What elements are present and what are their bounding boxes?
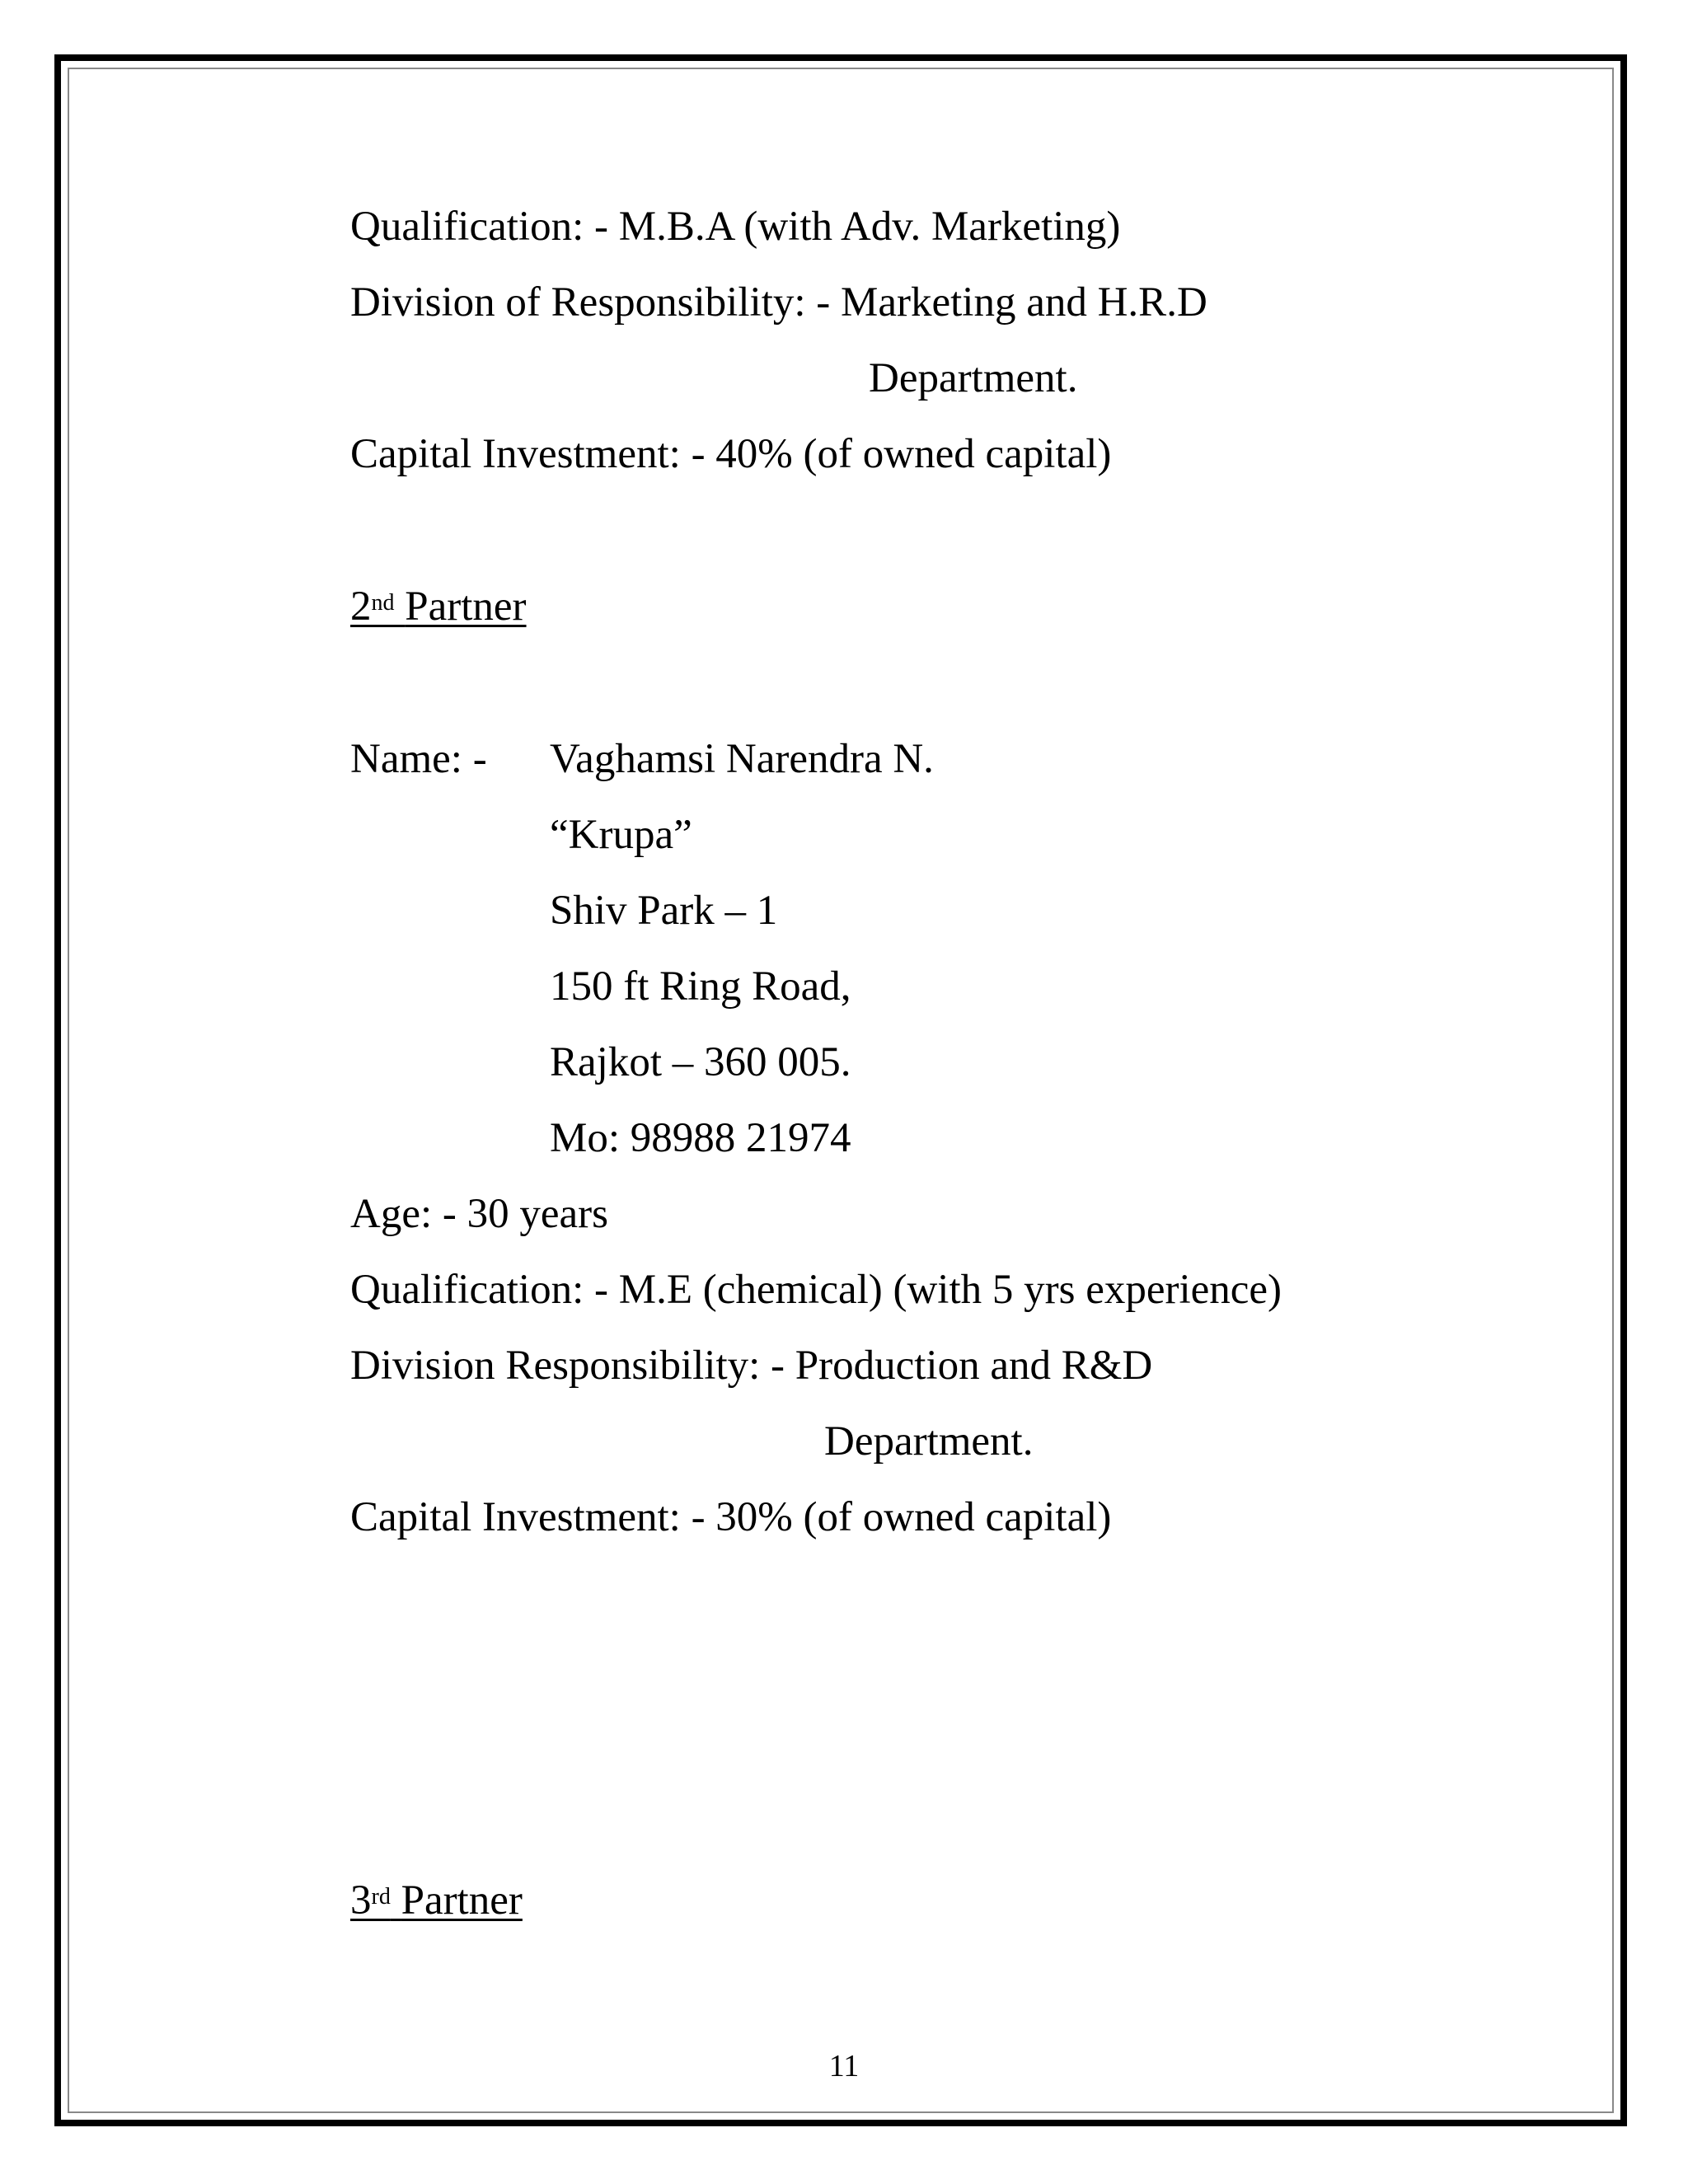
partner2-qualification: Qualification: - M.E (chemical) (with 5 yrs experience) xyxy=(350,1267,1282,1313)
partner2-heading-text: Partner xyxy=(405,583,527,630)
partner2-heading-num: 2 xyxy=(350,583,372,630)
page-number: 11 xyxy=(828,2049,860,2083)
partner2-heading-sup: nd xyxy=(371,590,395,616)
partner2-address-line: “Krupa” xyxy=(550,812,692,858)
partner2-capital: Capital Investment: - 30% (of owned capital) xyxy=(350,1494,1112,1540)
partner1-division-cont: Department. xyxy=(869,355,1078,401)
partner3-heading-text: Partner xyxy=(401,1877,523,1924)
partner3-heading xyxy=(350,1876,523,1925)
partner2-address-line: Rajkot – 360 005. xyxy=(550,1039,851,1085)
partner2-name-row xyxy=(350,734,934,784)
partner2-age: Age: - 30 years xyxy=(350,1191,608,1237)
page-border-inner xyxy=(68,68,1614,2113)
partner2-address-line: Shiv Park – 1 xyxy=(550,888,778,934)
partner2-division: Division Responsibility: - Production and R&D xyxy=(350,1343,1153,1389)
partner1-qualification: Qualification: - M.B.A (with Adv. Marketing) xyxy=(350,204,1121,250)
partner2-name-label: Name: - xyxy=(350,736,487,782)
partner1-division: Division of Responsibility: - Marketing and H.R.D xyxy=(350,279,1207,326)
partner2-mobile: Mo: 98988 21974 xyxy=(550,1115,851,1161)
partner2-address-line: 150 ft Ring Road, xyxy=(550,963,851,1010)
partner1-capital: Capital Investment: - 40% (of owned capital) xyxy=(350,431,1112,477)
partner2-heading xyxy=(350,582,527,631)
partner3-heading-num: 3 xyxy=(350,1877,372,1924)
partner2-division-cont: Department. xyxy=(824,1418,1034,1465)
partner3-heading-sup: rd xyxy=(371,1884,391,1910)
partner2-name: Vaghamsi Narendra N. xyxy=(550,736,934,782)
